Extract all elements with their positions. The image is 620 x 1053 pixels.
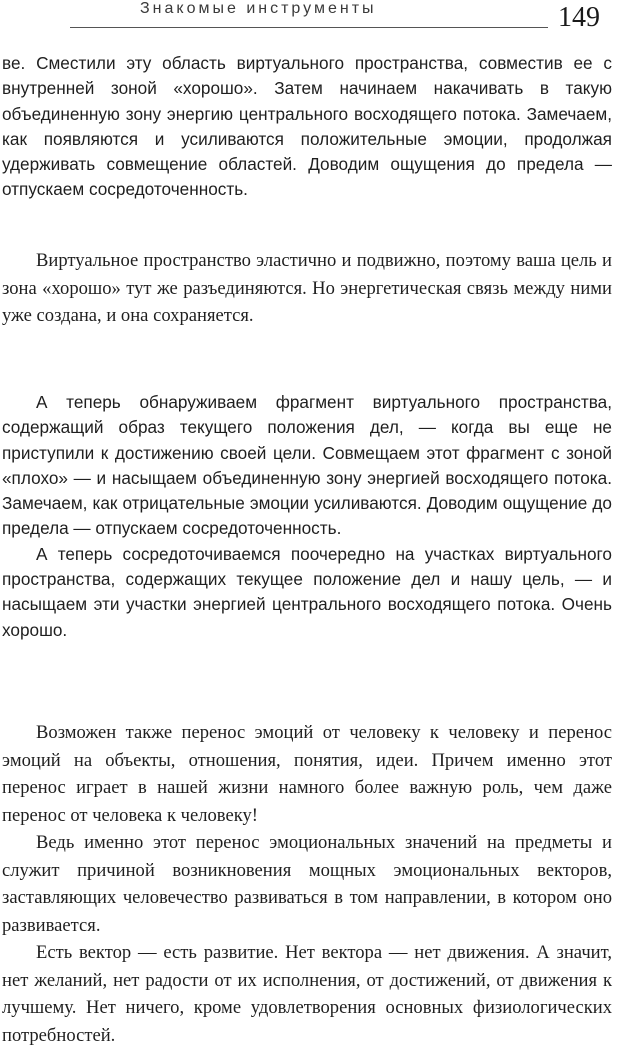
- exercise-block-1: [2, 51, 612, 203]
- commentary-block-1: [2, 247, 612, 330]
- paragraph-1: ве. Сместили эту область виртуального пространства, совместив ее с внутренней зоной «хорошо». Затем начинаем накачивать в такую объединенную зону энергию центрального восходящего потока. Замечаем, как появляются и усиливаются положительные эмоции, продолжая удерживать совмещение областей. Доводим ощущения до предела — отпускаем сосредоточенность.: [2, 53, 612, 200]
- paragraph-4: А теперь сосредоточиваемся поочередно на участках виртуального пространства, содержащих текущее положение дел и нашу цель, — и насыщаем эти участки энергией центрального восходящего потока. Очень хорошо.: [2, 543, 612, 640]
- paragraph-6: Ведь именно этот перенос эмоциональных значений на предметы и служит причиной возникновения мощных эмоциональных векторов, заставляющих человечество развиваться в том направлении, в котором оно развивается.: [2, 832, 612, 936]
- running-title: Знакомые инструменты: [140, 0, 377, 17]
- page-number: 149: [558, 2, 600, 33]
- paragraph-7: Есть вектор — есть развитие. Нет вектора — нет движения. А значит, нет желаний, нет радости от их исполнения, от достижений, от движения к лучшему. Нет ничего, кроме удовлетворения основных физиологических потребностей.: [2, 942, 612, 1046]
- paragraph-3: А теперь обнаруживаем фрагмент виртуального пространства, содержащий образ текущего положения дел, — когда вы еще не приступили к достижению своей цели. Совмещаем этот фрагмент с зоной «плохо» — и насыщаем объединенную зону энергией восходящего потока. Замечаем, как отрицательные эмоции усиливаются. Доводим ощущение до предела — отпускаем сосредоточенность.: [2, 392, 612, 539]
- paragraph-2: Виртуальное пространство эластично и подвижно, поэтому ваша цель и зона «хорошо» тут же разъединяются. Но энергетическая связь между ними уже создана, и она сохраняется.: [2, 250, 612, 326]
- page-header: [0, 0, 620, 40]
- commentary-block-2: [2, 719, 612, 1049]
- paragraph-5: Возможен также перенос эмоций от человеку к человеку и перенос эмоций на объекты, отношения, понятия, идеи. Причем именно этот перенос играет в нашей жизни намного более важную роль, чем даже перенос от человека к человеку!: [2, 722, 612, 826]
- exercise-block-2: [2, 390, 612, 643]
- header-rule: [70, 27, 548, 28]
